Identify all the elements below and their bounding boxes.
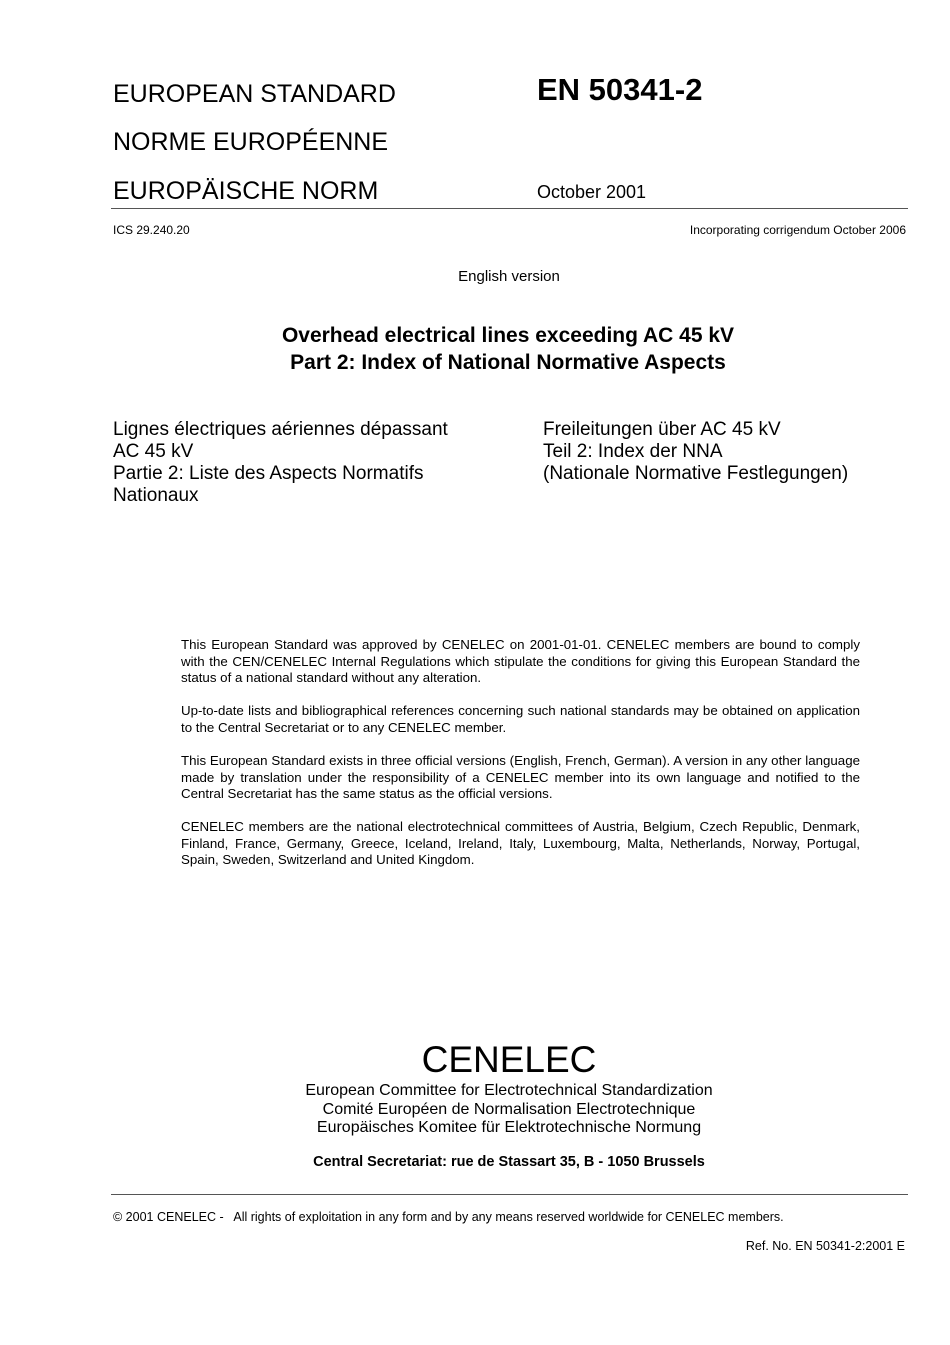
footer-divider xyxy=(111,1194,908,1195)
title-german: EUROPÄISCHE NORM xyxy=(113,177,379,205)
ics-code: ICS 29.240.20 xyxy=(113,223,190,237)
title-french: NORME EUROPÉENNE xyxy=(113,128,389,156)
org-name-french: Comité Européen de Normalisation Electrotechnique xyxy=(322,1100,696,1118)
statement-paragraph: This European Standard exists in three official versions (English, French, German). A version in any other language made by translation under the responsibility of a CENELEC member into its own language and notified to the Central Secretariat has the same status as the official versions. xyxy=(181,752,860,802)
secretariat-address: Central Secretariat: rue de Stassart 35, B - 1050 Brussels xyxy=(313,1153,705,1170)
statement-paragraph: This European Standard was approved by CENELEC on 2001-01-01. CENELEC members are bound to comply with the CEN/CENELEC Internal Regulations which stipulate the conditions for giving this European Standard the status of a national standard without any alteration. xyxy=(181,637,860,686)
approval-statement xyxy=(181,637,860,886)
org-name-english: European Committee for Electrotechnical Standardization xyxy=(305,1082,713,1099)
document-title xyxy=(0,322,950,376)
french-title xyxy=(113,419,448,507)
german-title-line: (Nationale Normative Festlegungen) xyxy=(543,463,849,484)
french-title-line: Lignes électriques aériennes dépassant xyxy=(113,419,448,440)
cenelec-logo: CENELEC xyxy=(421,1039,597,1080)
organization-block xyxy=(0,1038,950,1170)
standard-number: EN 50341-2 xyxy=(537,72,703,107)
french-title-line: Partie 2: Liste des Aspects Normatifs xyxy=(113,463,424,484)
german-title-line: Freileitungen über AC 45 kV xyxy=(543,419,781,440)
header-divider xyxy=(111,208,908,209)
french-title-line: Nationaux xyxy=(113,485,199,506)
org-name-german: Europäisches Komitee für Elektrotechnische Normung xyxy=(316,1119,702,1136)
language-version: English version xyxy=(458,268,560,285)
corrigendum-note: Incorporating corrigendum October 2006 xyxy=(689,223,906,237)
french-title-line: AC 45 kV xyxy=(113,441,194,462)
publication-date: October 2001 xyxy=(537,182,647,202)
german-title xyxy=(543,419,848,485)
german-title-line: Teil 2: Index der NNA xyxy=(543,441,723,462)
title-line-2: Part 2: Index of National Normative Aspects xyxy=(290,351,726,374)
copyright-notice: © 2001 CENELEC - All rights of exploitation in any form and by any means reserved worldwide for CENELEC members. xyxy=(113,1210,784,1224)
statement-paragraph: CENELEC members are the national electrotechnical committees of Austria, Belgium, Czech Republic, Denmark, Finland, France, Germany, Greece, Iceland, Ireland, Italy, Luxembourg, Malta, Netherlands, Norway, Portugal, Spain, Sweden, Switzerland and United Kingdom. xyxy=(181,819,860,868)
title-english: EUROPEAN STANDARD xyxy=(113,80,396,108)
title-line-1: Overhead electrical lines exceeding AC 45 kV xyxy=(281,324,735,347)
statement-paragraph: Up-to-date lists and bibliographical references concerning such national standards may be obtained on application to the Central Secretariat or to any CENELEC member. xyxy=(181,703,860,735)
reference-number: Ref. No. EN 50341-2:2001 E xyxy=(745,1239,905,1253)
